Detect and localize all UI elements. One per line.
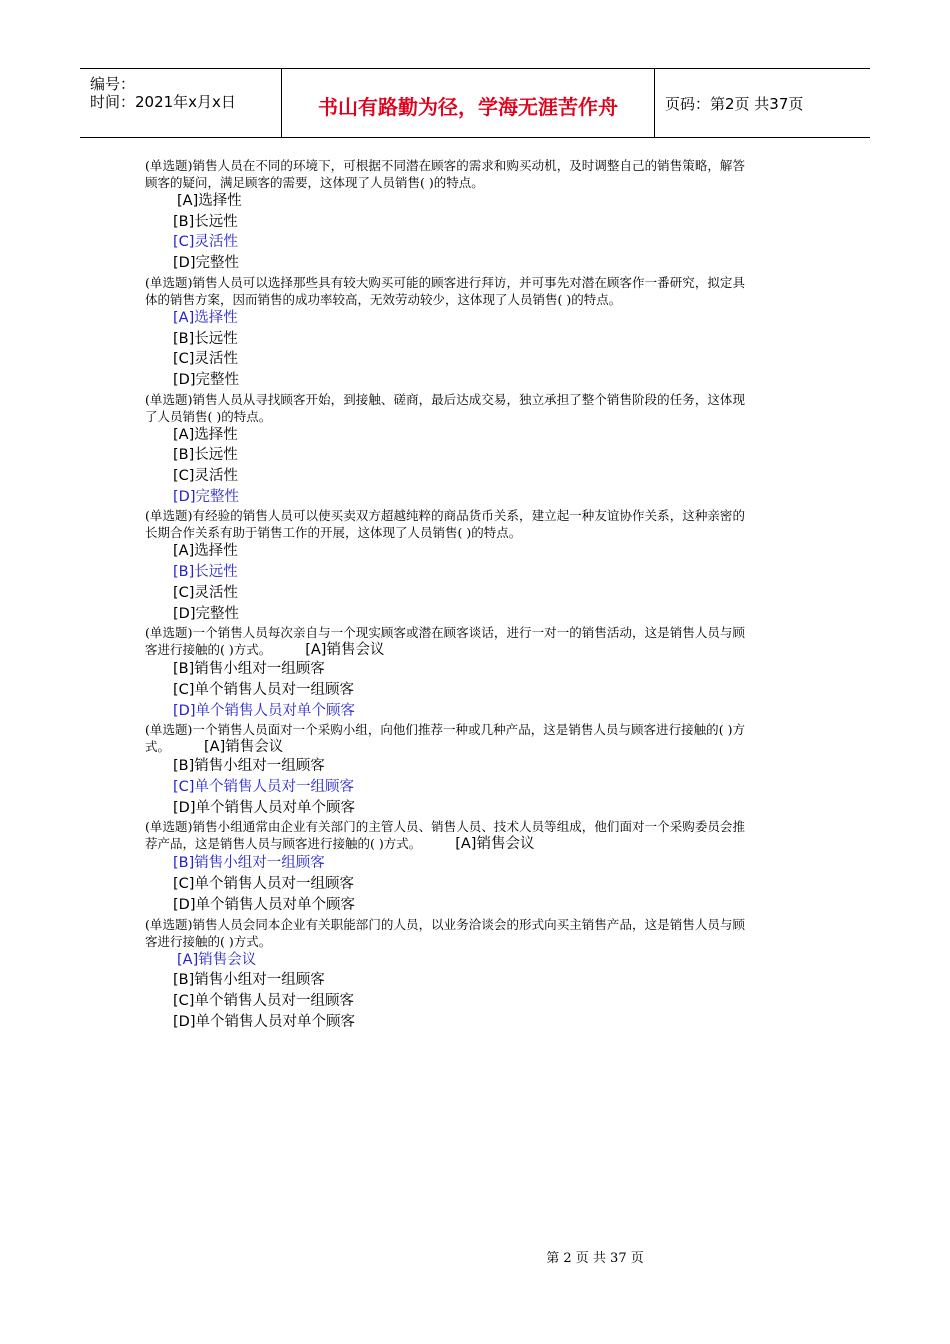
option-a-answer: [A]销售会议	[177, 951, 257, 968]
question-list	[145, 157, 745, 1032]
question-body: (单选题)一个销售人员每次亲自与一个现实顾客或潜在顾客谈话，进行一对一的销售活动，这是销售人员与顾客进行接触的( )方式。	[145, 625, 745, 658]
option-d: [D]单个销售人员对单个顾客	[173, 799, 355, 816]
option-b: [B]销售小组对一组顾客	[173, 758, 325, 775]
header-meta-cell	[80, 69, 282, 137]
question-text: (单选题)销售人员可以选择那些具有较大购买可能的顾客进行拜访，并可事先对潜在顾客作一番研究，拟定具体的销售方案，因而销售的成功率较高，无效劳动较少，这体现了人员销售( )的特点。	[145, 274, 745, 307]
option-b: [B]长远性	[173, 330, 238, 347]
option-c: [C]灵活性	[173, 584, 238, 601]
number-label: 编号：	[90, 75, 136, 93]
header-page-cell	[655, 69, 870, 137]
option-c: [C]单个销售人员对一组顾客	[173, 876, 354, 893]
page-header	[80, 68, 870, 138]
option-d: [D]完整性	[173, 605, 239, 622]
option-b-answer: [B]销售小组对一组顾客	[173, 855, 325, 872]
option-d: [D]完整性	[173, 255, 239, 272]
option-d: [D]单个销售人员对单个顾客	[173, 896, 355, 913]
option-a-inline: [A]销售会议	[204, 739, 284, 756]
option-a-inline: [A]销售会议	[305, 642, 385, 659]
question-text: (单选题)销售人员会同本企业有关职能部门的人员，以业务洽谈会的形式向买主销售产品，这是销售人员与顾客进行接触的( )方式。	[145, 916, 745, 949]
question-body: (单选题)一个销售人员面对一个采购小组，向他们推荐一种或几种产品，这是销售人员与顾客进行接触的( )方式。	[145, 722, 745, 755]
option-b-answer: [B]长远性	[173, 564, 238, 581]
option-a: [A]选择性	[173, 543, 238, 560]
option-b: [B]销售小组对一组顾客	[173, 661, 325, 678]
option-d: [D]单个销售人员对单个顾客	[173, 1013, 355, 1030]
option-a-answer: [A]选择性	[173, 309, 238, 326]
option-a-inline: [A]销售会议	[455, 836, 535, 853]
question-text: (单选题)销售人员从寻找顾客开始，到接触、磋商，最后达成交易，独立承担了整个销售阶段的任务，这体现了人员销售( )的特点。	[145, 391, 745, 424]
question-text	[145, 624, 745, 659]
option-d-answer: [D]完整性	[173, 488, 239, 505]
option-a: [A]选择性	[173, 426, 238, 443]
page-footer: 第 2 页 共 37 页	[546, 1251, 644, 1266]
time-label: 时间：2021年x月x日	[90, 93, 236, 111]
option-c: [C]灵活性	[173, 468, 238, 485]
option-d-answer: [D]单个销售人员对单个顾客	[173, 702, 355, 719]
option-b: [B]销售小组对一组顾客	[173, 972, 325, 989]
question-text: (单选题)有经验的销售人员可以使买卖双方超越纯粹的商品货币关系，建立起一种友谊协作关系，这种亲密的长期合作关系有助于销售工作的开展，这体现了人员销售( )的特点。	[145, 508, 745, 541]
option-a: [A]选择性	[177, 193, 242, 209]
option-d: [D]完整性	[173, 371, 239, 388]
question-body: (单选题)销售小组通常由企业有关部门的主管人员、销售人员、技术人员等组成，他们面对一个采购委员会推荐产品，这是销售人员与顾客进行接触的( )方式。	[145, 819, 745, 852]
option-c-answer: [C]单个销售人员对一组顾客	[173, 779, 354, 796]
option-c: [C]单个销售人员对一组顾客	[173, 992, 354, 1009]
option-b: [B]长远性	[173, 447, 238, 464]
option-b: [B]长远性	[173, 213, 238, 230]
option-c: [C]单个销售人员对一组顾客	[173, 681, 354, 698]
motto-text: 书山有路勤为径，学海无涯苦作舟	[318, 95, 618, 119]
header-motto-cell	[282, 69, 655, 137]
question-text	[145, 818, 745, 853]
option-c: [C]灵活性	[173, 351, 238, 368]
question-text: (单选题)销售人员在不同的环境下，可根据不同潜在顾客的需求和购买动机，及时调整自己的销售策略，解答顾客的疑问，满足顾客的需要，这体现了人员销售( )的特点。	[145, 158, 745, 190]
option-c-answer: [C]灵活性	[173, 234, 238, 251]
page-info: 页码：第2页 共37页	[665, 95, 804, 113]
question-text	[145, 721, 745, 756]
